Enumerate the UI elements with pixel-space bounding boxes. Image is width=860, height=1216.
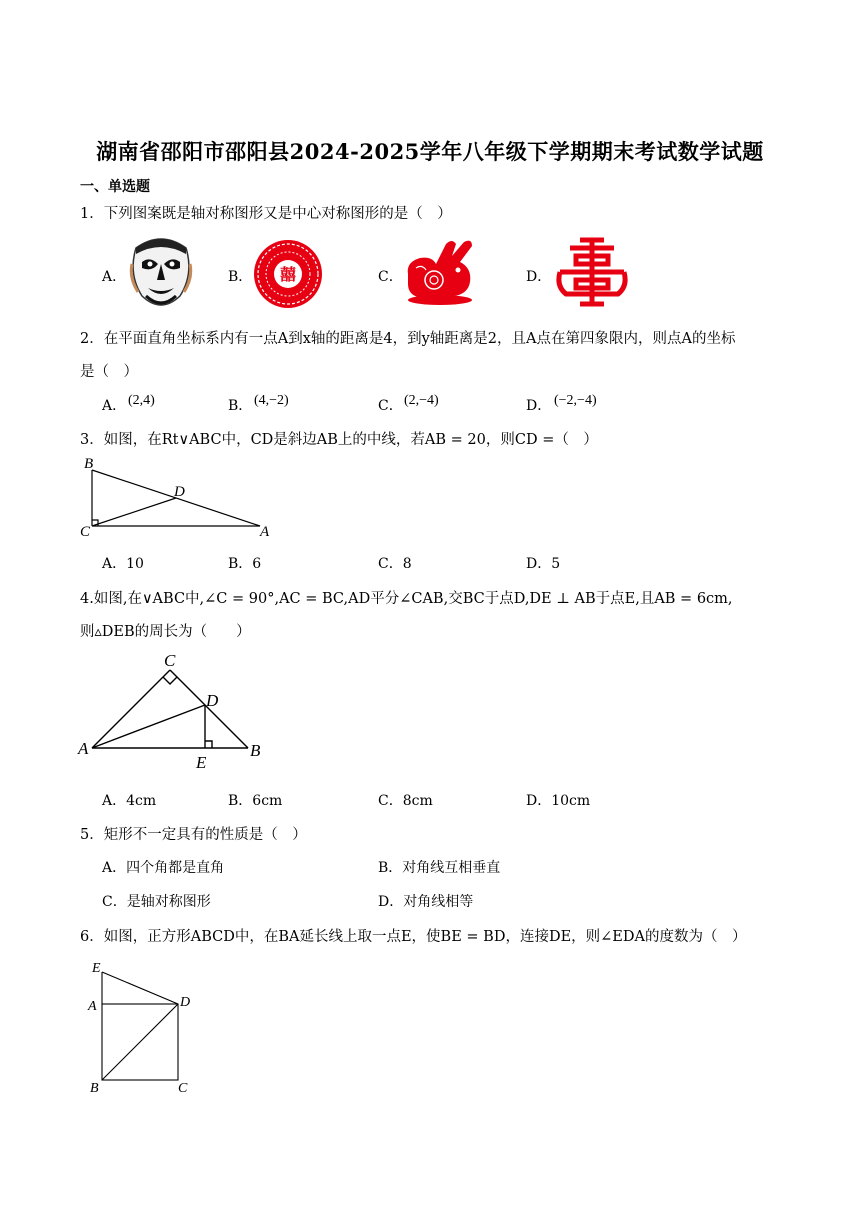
question-1-stem: 1．下列图案既是轴对称图形又是中心对称图形的是（ ） — [80, 206, 452, 222]
question-4-stem-line2: 则▵DEB的周长为（ ） — [80, 624, 251, 640]
q2-option-b-value: (4,−2) — [254, 393, 289, 408]
q4-label-b: B — [250, 741, 261, 760]
question-5-stem: 5．矩形不一定具有的性质是（ ） — [80, 827, 307, 843]
q3-option-b: B．6 — [228, 556, 262, 572]
q3-option-a: A．10 — [102, 556, 144, 572]
q6-label-c: C — [178, 1081, 188, 1096]
q3-label-a: A — [260, 524, 270, 540]
q5-option-b: B．对角线互相垂直 — [378, 860, 501, 876]
q2-option-a-value: (2,4) — [128, 393, 155, 408]
question-6-stem: 6．如图，正方形ABCD中，在BA延长线上取一点E，使BE = BD，连接DE，则∠EDA的度数为（ ） — [80, 929, 747, 945]
q2-option-d-label: D． — [526, 398, 552, 414]
q4-label-d: D — [206, 691, 219, 710]
rabbit-papercut-icon — [402, 238, 480, 306]
double-happiness-papercut-icon — [554, 236, 630, 308]
q4-option-a: A．4cm — [102, 793, 157, 809]
q6-square-figure — [84, 956, 204, 1098]
q4-option-d: D．10cm — [526, 793, 591, 809]
q6-label-d: D — [180, 995, 191, 1010]
q2-option-a-label: A． — [102, 398, 127, 414]
q3-option-c: C．8 — [378, 556, 412, 572]
q6-label-b: B — [90, 1081, 99, 1096]
q4-option-c: C．8cm — [378, 793, 433, 809]
q5-option-d: D．对角线相等 — [378, 894, 474, 910]
q1-option-d-label: D． — [526, 269, 552, 285]
q4-label-a: A — [78, 739, 89, 758]
question-4-stem-line1: 4.如图,在∨ABC中,∠C = 90°,AC = BC,AD平分∠CAB,交BC于点D,DE ⊥ AB于点E,且AB = 6cm, — [80, 591, 733, 607]
q3-label-d: D — [174, 484, 185, 500]
q4-triangle-figure — [74, 650, 274, 774]
q2-option-d-value: (−2,−4) — [554, 393, 597, 408]
q6-label-e: E — [92, 961, 101, 976]
question-2-stem-line2: 是（ ） — [80, 364, 138, 380]
q1-option-c-label: C． — [378, 269, 403, 285]
q3-label-b: B — [84, 456, 94, 472]
q3-label-c: C — [80, 524, 91, 540]
section-heading: 一、单选题 — [80, 179, 150, 195]
page-title: 湖南省邵阳市邵阳县2024-2025学年八年级下学期期末考试数学试题 — [96, 139, 764, 164]
q5-option-a: A．四个角都是直角 — [102, 860, 225, 876]
q3-triangle-figure — [72, 450, 282, 542]
q4-label-c: C — [164, 651, 176, 670]
q4-option-b: B．6cm — [228, 793, 283, 809]
q2-option-b-label: B． — [228, 398, 253, 414]
q5-option-c: C．是轴对称图形 — [102, 894, 211, 910]
q2-option-c-label: C． — [378, 398, 403, 414]
q1-option-a-label: A． — [102, 269, 127, 285]
question-3-stem: 3．如图，在Rt∨ABC中，CD是斜边AB上的中线，若AB = 20，则CD =（ ） — [80, 432, 598, 448]
q3-option-d: D．5 — [526, 556, 561, 572]
svg-text:囍: 囍 — [279, 265, 297, 284]
question-2-stem-line1: 2．在平面直角坐标系内有一点A到x轴的距离是4，到y轴距离是2，且A点在第四象限内，则点A的坐标 — [80, 331, 736, 347]
q6-label-a: A — [88, 999, 97, 1014]
q1-option-b-label: B． — [228, 269, 253, 285]
q4-label-e: E — [196, 753, 207, 772]
opera-mask-icon — [128, 234, 194, 310]
double-happiness-circle-papercut-icon — [252, 238, 324, 310]
q2-option-c-value: (2,−4) — [404, 393, 439, 408]
